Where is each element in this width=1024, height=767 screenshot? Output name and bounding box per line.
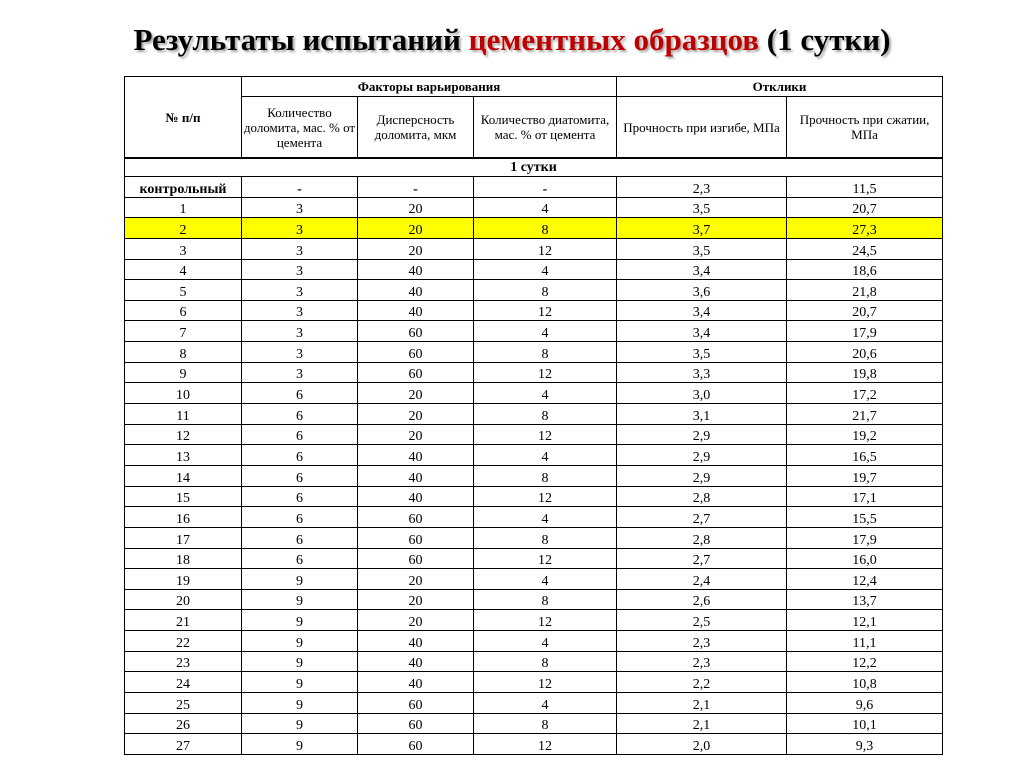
cell-bending: 2,1: [617, 713, 787, 734]
cell-bending: 3,3: [617, 362, 787, 383]
cell-bending: 2,8: [617, 486, 787, 507]
cell-number: 21: [125, 610, 242, 631]
cell-dolomite-dispersity: 40: [358, 445, 474, 466]
cell-dolomite-amount: 9: [242, 672, 358, 693]
table-row: [125, 548, 943, 569]
cell-diatomite-amount: 4: [474, 693, 617, 714]
table-body: [125, 158, 943, 754]
cell-bending: 3,5: [617, 238, 787, 259]
table-row: [125, 383, 943, 404]
cell-dolomite-dispersity: 60: [358, 693, 474, 714]
cell-diatomite-amount: 8: [474, 713, 617, 734]
cell-bending: 2,9: [617, 465, 787, 486]
table-row: [125, 404, 943, 425]
table-row: [125, 424, 943, 445]
cell-bending: 2,8: [617, 527, 787, 548]
col-header-compression: Прочность при сжатии, МПа: [787, 97, 943, 159]
cell-compression: 20,7: [787, 300, 943, 321]
cell-number: 19: [125, 569, 242, 590]
cell-diatomite-amount: 8: [474, 404, 617, 425]
cell-dolomite-amount: 3: [242, 238, 358, 259]
cell-compression: 15,5: [787, 507, 943, 528]
cell-number: 9: [125, 362, 242, 383]
cell-number: 23: [125, 651, 242, 672]
cell-compression: 27,3: [787, 218, 943, 239]
cell-number: 18: [125, 548, 242, 569]
cell-diatomite-amount: 4: [474, 321, 617, 342]
table-row: [125, 672, 943, 693]
cell-diatomite-amount: 12: [474, 238, 617, 259]
col-header-bending: Прочность при изгибе, МПа: [617, 97, 787, 159]
table-row: [125, 321, 943, 342]
results-table: [124, 76, 943, 755]
cell-number: 7: [125, 321, 242, 342]
cell-dolomite-amount: 3: [242, 259, 358, 280]
cell-bending: 3,4: [617, 300, 787, 321]
table-row: [125, 569, 943, 590]
cell-diatomite-amount: 8: [474, 589, 617, 610]
cell-dolomite-dispersity: 60: [358, 507, 474, 528]
cell-diatomite-amount: 4: [474, 383, 617, 404]
cell-compression: 9,3: [787, 734, 943, 755]
cell-dolomite-amount: 6: [242, 527, 358, 548]
cell-dolomite-dispersity: 40: [358, 631, 474, 652]
cell-diatomite-amount: 8: [474, 651, 617, 672]
cell-dolomite-amount: 9: [242, 569, 358, 590]
cell-compression: 21,8: [787, 280, 943, 301]
cell-bending: 3,5: [617, 197, 787, 218]
cell-diatomite-amount: 4: [474, 197, 617, 218]
cell-dolomite-dispersity: 60: [358, 713, 474, 734]
cell-number: 17: [125, 527, 242, 548]
cell-diatomite-amount: 12: [474, 362, 617, 383]
cell-diatomite-amount: 8: [474, 465, 617, 486]
cell-diatomite-amount: 4: [474, 445, 617, 466]
cell-bending: 3,5: [617, 342, 787, 363]
cell-bending: 2,6: [617, 589, 787, 610]
table-row: [125, 507, 943, 528]
table-row: [125, 465, 943, 486]
cell-dolomite-amount: 3: [242, 342, 358, 363]
cell-dolomite-dispersity: 20: [358, 197, 474, 218]
section-label: 1 сутки: [125, 158, 943, 177]
cell-bending: 3,7: [617, 218, 787, 239]
cell-dolomite-amount: 6: [242, 507, 358, 528]
cell-compression: 17,9: [787, 527, 943, 548]
cell-dolomite-amount: 6: [242, 424, 358, 445]
cell-dolomite-dispersity: 20: [358, 610, 474, 631]
cell-number: 4: [125, 259, 242, 280]
cell-number: 20: [125, 589, 242, 610]
cell-diatomite-amount: 4: [474, 259, 617, 280]
table-row: [125, 218, 943, 239]
page-title: [0, 22, 1024, 58]
cell-compression: 11,1: [787, 631, 943, 652]
cell-bending: 2,3: [617, 651, 787, 672]
cell-dolomite-dispersity: 20: [358, 424, 474, 445]
cell-compression: 10,8: [787, 672, 943, 693]
cell-dolomite-dispersity: 40: [358, 486, 474, 507]
cell-bending: 2,1: [617, 693, 787, 714]
cell-dolomite-dispersity: 60: [358, 342, 474, 363]
cell-number: 8: [125, 342, 242, 363]
cell-dolomite-amount: 6: [242, 404, 358, 425]
table-row: [125, 342, 943, 363]
cell-diatomite-amount: 4: [474, 569, 617, 590]
cell-bending: 3,1: [617, 404, 787, 425]
cell-dolomite-dispersity: 40: [358, 280, 474, 301]
control-bending: 2,3: [617, 177, 787, 198]
cell-number: 2: [125, 218, 242, 239]
cell-diatomite-amount: 8: [474, 280, 617, 301]
cell-diatomite-amount: 4: [474, 507, 617, 528]
cell-dolomite-dispersity: 60: [358, 527, 474, 548]
cell-bending: 3,6: [617, 280, 787, 301]
cell-dolomite-dispersity: 20: [358, 383, 474, 404]
control-dolomite-amount: -: [242, 177, 358, 198]
cell-dolomite-dispersity: 60: [358, 548, 474, 569]
cell-compression: 16,5: [787, 445, 943, 466]
cell-dolomite-amount: 9: [242, 610, 358, 631]
cell-dolomite-dispersity: 60: [358, 321, 474, 342]
cell-dolomite-amount: 9: [242, 589, 358, 610]
cell-diatomite-amount: 12: [474, 610, 617, 631]
cell-dolomite-amount: 9: [242, 651, 358, 672]
cell-compression: 17,1: [787, 486, 943, 507]
cell-diatomite-amount: 12: [474, 424, 617, 445]
cell-diatomite-amount: 8: [474, 218, 617, 239]
cell-compression: 13,7: [787, 589, 943, 610]
cell-diatomite-amount: 12: [474, 672, 617, 693]
cell-dolomite-amount: 6: [242, 465, 358, 486]
cell-dolomite-amount: 6: [242, 383, 358, 404]
cell-number: 10: [125, 383, 242, 404]
cell-bending: 2,3: [617, 631, 787, 652]
cell-compression: 12,1: [787, 610, 943, 631]
cell-dolomite-dispersity: 20: [358, 404, 474, 425]
cell-dolomite-dispersity: 20: [358, 238, 474, 259]
cell-bending: 3,4: [617, 259, 787, 280]
cell-dolomite-dispersity: 60: [358, 362, 474, 383]
cell-compression: 21,7: [787, 404, 943, 425]
cell-bending: 2,2: [617, 672, 787, 693]
cell-number: 27: [125, 734, 242, 755]
cell-dolomite-amount: 3: [242, 280, 358, 301]
cell-compression: 16,0: [787, 548, 943, 569]
cell-bending: 2,7: [617, 507, 787, 528]
control-row: [125, 177, 943, 198]
cell-diatomite-amount: 12: [474, 548, 617, 569]
cell-number: 13: [125, 445, 242, 466]
cell-number: 11: [125, 404, 242, 425]
table-row: [125, 238, 943, 259]
table-row: [125, 259, 943, 280]
cell-compression: 19,2: [787, 424, 943, 445]
control-compression: 11,5: [787, 177, 943, 198]
cell-bending: 2,0: [617, 734, 787, 755]
control-label: контрольный: [125, 177, 242, 198]
cell-dolomite-dispersity: 40: [358, 300, 474, 321]
cell-bending: 2,5: [617, 610, 787, 631]
cell-diatomite-amount: 8: [474, 342, 617, 363]
cell-compression: 19,8: [787, 362, 943, 383]
cell-compression: 17,9: [787, 321, 943, 342]
cell-compression: 20,6: [787, 342, 943, 363]
cell-compression: 24,5: [787, 238, 943, 259]
cell-number: 22: [125, 631, 242, 652]
cell-compression: 12,2: [787, 651, 943, 672]
table-row: [125, 527, 943, 548]
cell-number: 1: [125, 197, 242, 218]
col-header-dolomite-dispersity: Дисперсность доломита, мкм: [358, 97, 474, 159]
cell-dolomite-amount: 9: [242, 693, 358, 714]
cell-diatomite-amount: 12: [474, 300, 617, 321]
cell-compression: 17,2: [787, 383, 943, 404]
cell-dolomite-amount: 6: [242, 486, 358, 507]
cell-dolomite-amount: 9: [242, 734, 358, 755]
cell-dolomite-dispersity: 20: [358, 589, 474, 610]
group-header-factors: Факторы варьирования: [242, 77, 617, 97]
cell-number: 6: [125, 300, 242, 321]
table-row: [125, 362, 943, 383]
title-accent: цементных образцов: [468, 22, 760, 57]
table-row: [125, 734, 943, 755]
cell-number: 25: [125, 693, 242, 714]
cell-dolomite-amount: 3: [242, 362, 358, 383]
table-row: [125, 693, 943, 714]
group-header-responses: Отклики: [617, 77, 943, 97]
cell-dolomite-amount: 6: [242, 548, 358, 569]
table-row: [125, 589, 943, 610]
table-row: [125, 610, 943, 631]
cell-dolomite-amount: 3: [242, 218, 358, 239]
cell-bending: 2,4: [617, 569, 787, 590]
cell-number: 5: [125, 280, 242, 301]
table-row: [125, 445, 943, 466]
cell-diatomite-amount: 4: [474, 631, 617, 652]
cell-bending: 3,0: [617, 383, 787, 404]
cell-number: 14: [125, 465, 242, 486]
cell-number: 24: [125, 672, 242, 693]
title-part1: Результаты испытаний: [133, 22, 469, 57]
cell-bending: 2,9: [617, 424, 787, 445]
table-row: [125, 197, 943, 218]
cell-compression: 9,6: [787, 693, 943, 714]
cell-compression: 12,4: [787, 569, 943, 590]
cell-compression: 19,7: [787, 465, 943, 486]
control-diatomite-amount: -: [474, 177, 617, 198]
cell-dolomite-amount: 3: [242, 300, 358, 321]
cell-diatomite-amount: 12: [474, 734, 617, 755]
cell-dolomite-dispersity: 40: [358, 259, 474, 280]
cell-compression: 18,6: [787, 259, 943, 280]
cell-bending: 3,4: [617, 321, 787, 342]
cell-dolomite-amount: 9: [242, 713, 358, 734]
table-row: [125, 280, 943, 301]
cell-dolomite-dispersity: 20: [358, 569, 474, 590]
cell-dolomite-dispersity: 60: [358, 734, 474, 755]
table-row: [125, 486, 943, 507]
cell-dolomite-dispersity: 40: [358, 465, 474, 486]
cell-dolomite-amount: 9: [242, 631, 358, 652]
cell-dolomite-dispersity: 40: [358, 672, 474, 693]
cell-dolomite-amount: 6: [242, 445, 358, 466]
table-row: [125, 300, 943, 321]
cell-bending: 2,9: [617, 445, 787, 466]
col-header-diatomite-amount: Количество диатомита, мас. % от цемента: [474, 97, 617, 159]
cell-diatomite-amount: 12: [474, 486, 617, 507]
cell-number: 15: [125, 486, 242, 507]
cell-number: 16: [125, 507, 242, 528]
cell-dolomite-amount: 3: [242, 321, 358, 342]
table-row: [125, 631, 943, 652]
cell-diatomite-amount: 8: [474, 527, 617, 548]
table-row: [125, 651, 943, 672]
col-header-number: № п/п: [125, 77, 242, 159]
control-dolomite-dispersity: -: [358, 177, 474, 198]
cell-compression: 10,1: [787, 713, 943, 734]
table-row: [125, 713, 943, 734]
cell-dolomite-amount: 3: [242, 197, 358, 218]
cell-compression: 20,7: [787, 197, 943, 218]
col-header-dolomite-amount: Количество доломита, мас. % от цемента: [242, 97, 358, 159]
cell-bending: 2,7: [617, 548, 787, 569]
cell-number: 3: [125, 238, 242, 259]
title-part2: (1 сутки): [759, 22, 891, 57]
cell-dolomite-dispersity: 40: [358, 651, 474, 672]
cell-number: 12: [125, 424, 242, 445]
cell-number: 26: [125, 713, 242, 734]
cell-dolomite-dispersity: 20: [358, 218, 474, 239]
